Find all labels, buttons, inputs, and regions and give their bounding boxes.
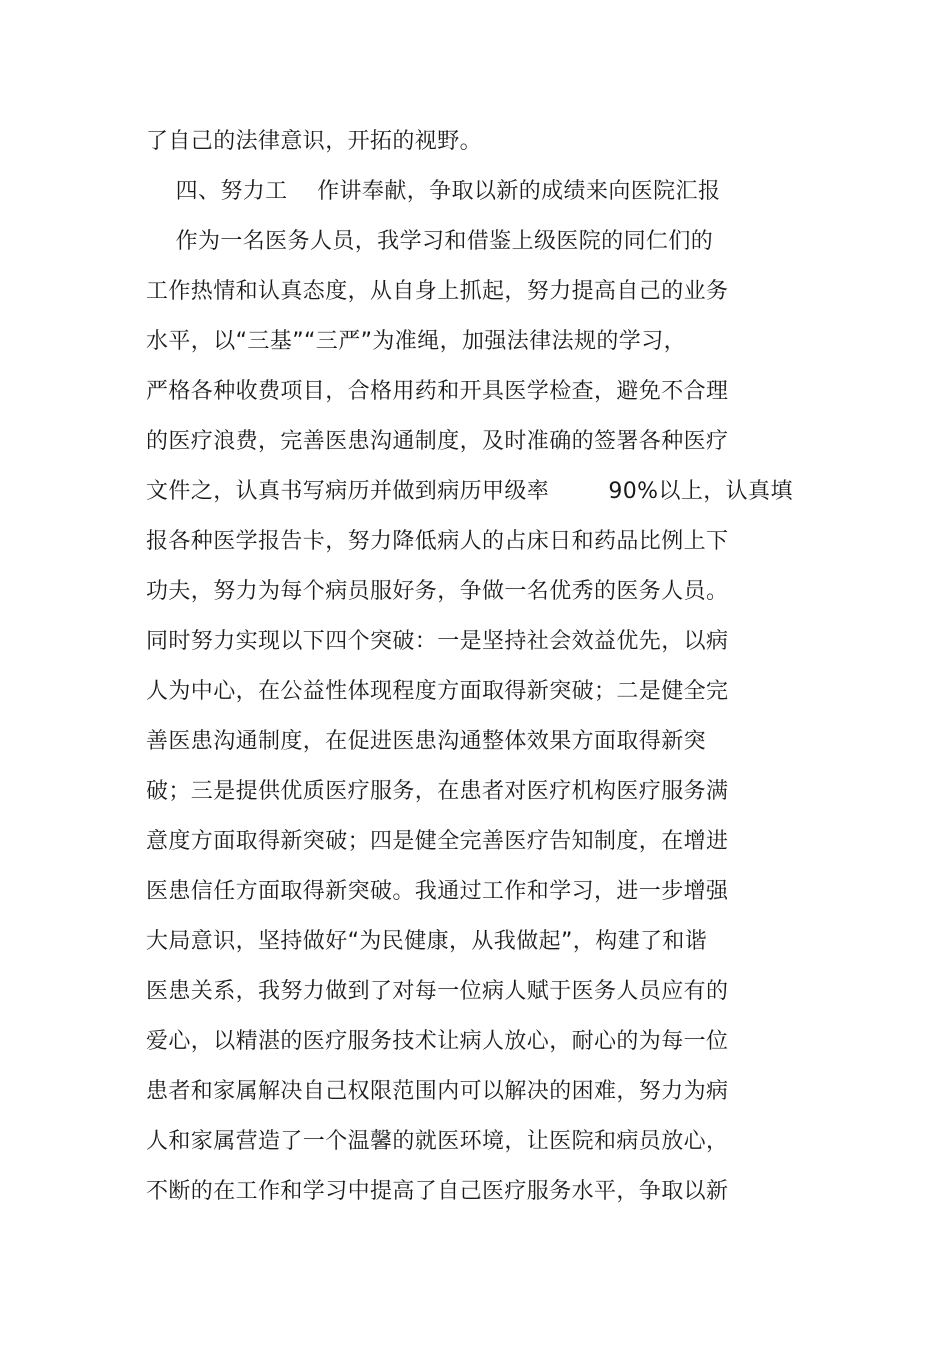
text-line: 同时努力实现以下四个突破：一是坚持社会效益优先，以病 <box>146 629 729 654</box>
text-line: 功夫，努力为每个病员服好务，争做一名优秀的医务人员。 <box>146 579 729 604</box>
text-line: 大局意识，坚持做好“为民健康，从我做起”，构建了和谐 <box>146 929 708 954</box>
text-line: 爱心，以精湛的医疗服务技术让病人放心，耐心的为每一位 <box>146 1029 729 1054</box>
text-line: 水平，以“三基”“三严”为准绳，加强法律法规的学习， <box>146 329 686 354</box>
text-line: 医患关系，我努力做到了对每一位病人赋于医务人员应有的 <box>146 979 729 1004</box>
text-line: 人为中心，在公益性体现程度方面取得新突破；二是健全完 <box>146 679 729 704</box>
text-line: 文件之，认真书写病历并做到病历甲级率 90%以上，认真填 <box>146 479 793 504</box>
text-line: 的医疗浪费，完善医患沟通制度，及时准确的签署各种医疗 <box>146 429 729 454</box>
text-line: 作为一名医务人员，我学习和借鉴上级医院的同仁们的 <box>146 229 714 254</box>
text-line: 医患信任方面取得新突破。我通过工作和学习，进一步增强 <box>146 879 729 904</box>
text-line: 人和家属营造了一个温馨的就医环境，让医院和病员放心， <box>146 1129 729 1154</box>
text-line: 不断的在工作和学习中提高了自己医疗服务水平，争取以新 <box>146 1179 729 1204</box>
text-line: 意度方面取得新突破；四是健全完善医疗告知制度，在增进 <box>146 829 729 854</box>
text-line: 报各种医学报告卡，努力降低病人的占床日和药品比例上下 <box>146 529 729 554</box>
text-line: 了自己的法律意识，开拓的视野。 <box>146 129 483 154</box>
section-heading: 四、努力工 作讲奉献，争取以新的成绩来向医院汇报 <box>146 179 721 204</box>
text-line: 严格各种收费项目，合格用药和开具医学检查，避免不合理 <box>146 379 729 404</box>
text-line: 破；三是提供优质医疗服务，在患者对医疗机构医疗服务满 <box>146 779 729 804</box>
text-line: 患者和家属解决自己权限范围内可以解决的困难，努力为病 <box>146 1079 729 1104</box>
text-line: 工作热情和认真态度，从自身上抓起，努力提高自己的业务 <box>146 279 729 304</box>
text-line: 善医患沟通制度，在促进医患沟通整体效果方面取得新突 <box>146 729 707 754</box>
